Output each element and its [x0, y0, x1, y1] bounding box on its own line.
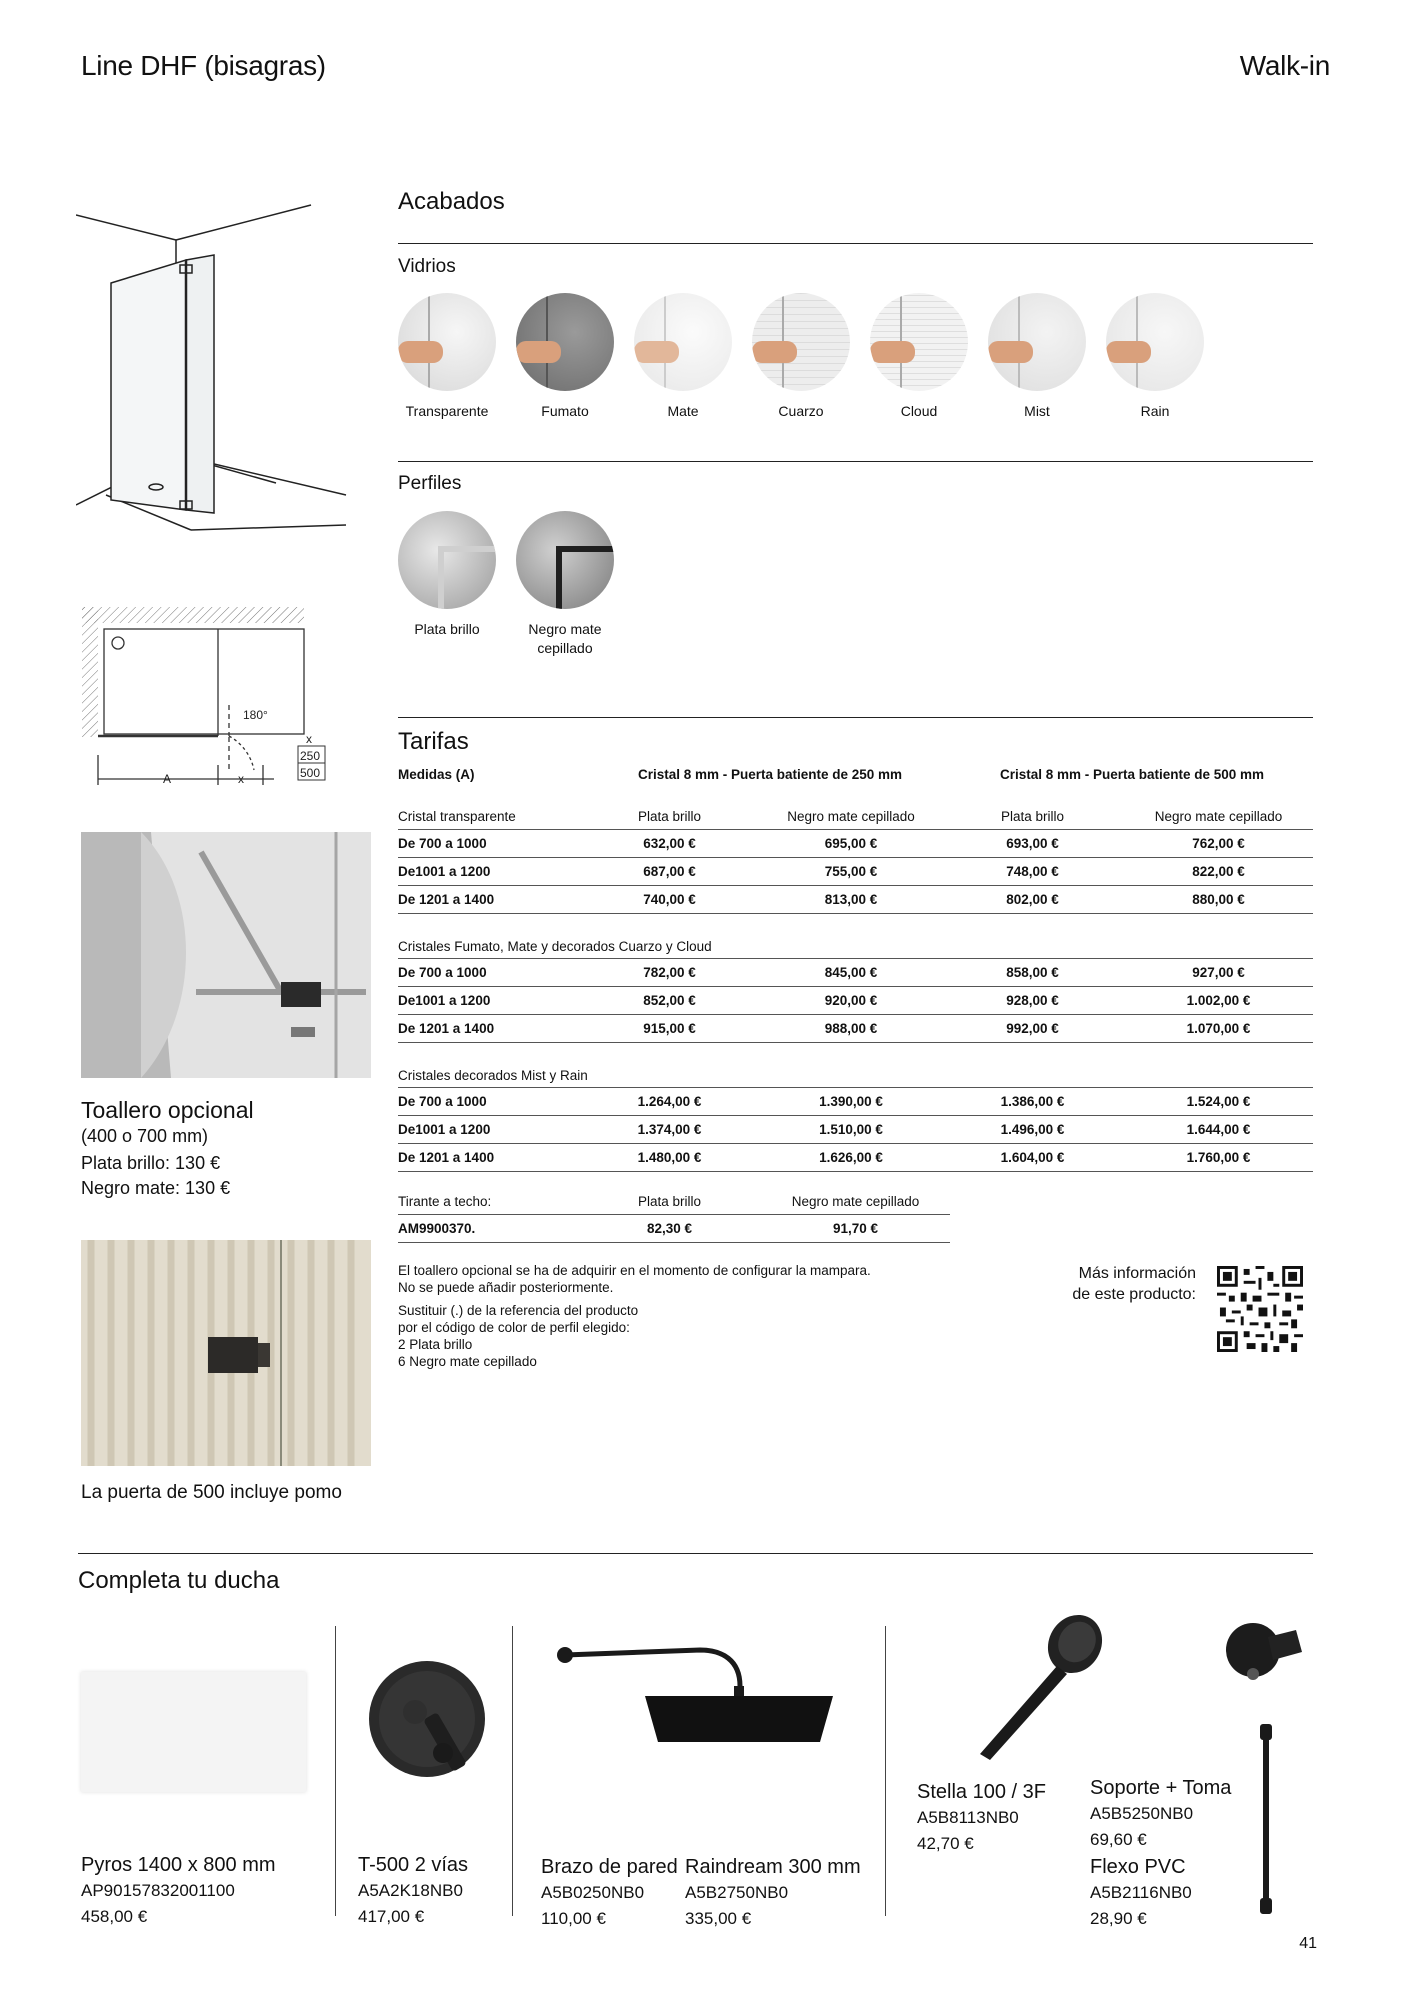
enclosure-perspective-drawing	[76, 195, 356, 535]
cell: 813,00 €	[761, 886, 941, 914]
product-price: 458,00 €	[81, 1907, 148, 1926]
profile-label-plata: Plata brillo	[414, 621, 480, 637]
note-line: El toallero opcional se ha de adquirir en el momento de configurar la mampara.	[398, 1263, 871, 1278]
glass-title: Vidrios	[398, 256, 456, 277]
cell: 992,00 €	[941, 1015, 1124, 1043]
product-name: Raindream 300 mm	[685, 1856, 861, 1878]
product-t500	[358, 1854, 468, 1927]
cell: De1001 a 1200	[398, 987, 578, 1015]
product-raindream	[685, 1856, 861, 1929]
cell: 1.386,00 €	[941, 1088, 1124, 1116]
product-name: Soporte + Toma	[1090, 1777, 1232, 1799]
cell: De1001 a 1200	[398, 858, 578, 886]
cell: 1.524,00 €	[1124, 1088, 1313, 1116]
cell: 845,00 €	[761, 959, 941, 987]
cell: 920,00 €	[761, 987, 941, 1015]
glass-label-cloud: Cloud	[900, 403, 938, 419]
note-line: 2 Plata brillo	[398, 1337, 473, 1352]
divider	[335, 1626, 336, 1916]
qr-code-icon[interactable]	[1217, 1266, 1303, 1352]
glass-label-transparente: Transparente	[405, 403, 489, 419]
cell: 927,00 €	[1124, 959, 1313, 987]
glass-label-rain: Rain	[1140, 403, 1170, 419]
sub-negro: Negro mate cepillado	[761, 1172, 950, 1215]
cell: 928,00 €	[941, 987, 1124, 1015]
table-row	[398, 987, 1313, 1015]
product-price: 417,00 €	[358, 1907, 425, 1926]
glass-label-mate: Mate	[667, 403, 699, 419]
glass-swatch-cuarzo	[752, 293, 850, 391]
product-soporte	[1090, 1777, 1231, 1850]
sub-plata: Plata brillo	[578, 787, 761, 830]
page-number: 41	[1299, 1935, 1317, 1952]
cell: 762,00 €	[1124, 830, 1313, 858]
enclosure-plan-drawing	[78, 605, 338, 790]
profile-swatch-plata-brillo	[398, 511, 496, 609]
glass-label-fumato: Fumato	[541, 403, 589, 419]
x-value-250: 250	[300, 749, 321, 763]
sub-plata: Plata brillo	[941, 787, 1124, 830]
profile-label-negro: Negro mate cepillado	[528, 621, 602, 656]
cell: 915,00 €	[578, 1015, 761, 1043]
cell: 755,00 €	[761, 858, 941, 886]
finishes-title: Acabados	[398, 188, 505, 215]
cell: 1.374,00 €	[578, 1116, 761, 1144]
wall-support-image	[1218, 1612, 1308, 1682]
cell: 748,00 €	[941, 858, 1124, 886]
group-header-500: Cristal 8 mm - Puerta batiente de 500 mm	[999, 767, 1265, 782]
cell: 1.496,00 €	[941, 1116, 1124, 1144]
note-line: 6 Negro mate cepillado	[398, 1354, 537, 1369]
cell: De 1201 a 1400	[398, 886, 578, 914]
section-name: Cristal transparente	[398, 787, 578, 830]
wall-arm-raindream-image	[550, 1630, 840, 1760]
cell: 1.644,00 €	[1124, 1116, 1313, 1144]
more-info-line: de este producto:	[1072, 1286, 1196, 1303]
cell: 988,00 €	[761, 1015, 941, 1043]
cell: 1.760,00 €	[1124, 1144, 1313, 1172]
dim-a-label: A	[163, 772, 172, 786]
more-info-text	[1020, 1263, 1196, 1305]
page-title: Line DHF (bisagras)	[81, 50, 326, 81]
glass-swatch-mist	[988, 293, 1086, 391]
product-name: Pyros 1400 x 800 mm	[81, 1854, 276, 1876]
tirante-ref: AM9900370.	[398, 1215, 578, 1243]
towel-price-negro: Negro mate: 130 €	[81, 1178, 231, 1198]
product-brazo	[541, 1856, 678, 1929]
cell: 782,00 €	[578, 959, 761, 987]
cell: 1.510,00 €	[761, 1116, 941, 1144]
divider	[78, 1553, 1313, 1554]
group-header-250: Cristal 8 mm - Puerta batiente de 250 mm	[637, 767, 903, 782]
door-angle-label: 180°	[243, 708, 268, 722]
cell: 693,00 €	[941, 830, 1124, 858]
hand-shower-image	[965, 1604, 1105, 1764]
cell: 632,00 €	[578, 830, 761, 858]
cell: 687,00 €	[578, 858, 761, 886]
table-row	[398, 1144, 1313, 1172]
glass-label-cuarzo: Cuarzo	[778, 403, 824, 419]
tirante-negro-price: 91,70 €	[761, 1215, 950, 1243]
tirante-label: Tirante a techo:	[398, 1172, 578, 1215]
tirante-table	[398, 1172, 950, 1243]
cell: 740,00 €	[578, 886, 761, 914]
product-ref: A5B2116NB0	[1090, 1883, 1192, 1902]
glass-swatch-cloud	[870, 293, 968, 391]
cell: 880,00 €	[1124, 886, 1313, 914]
measure-header: Medidas (A)	[398, 767, 475, 782]
cell: 1.480,00 €	[578, 1144, 761, 1172]
complete-shower-title: Completa tu ducha	[78, 1567, 280, 1594]
divider	[398, 243, 1313, 244]
cell: 695,00 €	[761, 830, 941, 858]
shower-tray-image	[81, 1672, 306, 1792]
profiles-title: Perfiles	[398, 473, 462, 494]
cell: De 700 a 1000	[398, 1088, 578, 1116]
cell: 1.264,00 €	[578, 1088, 761, 1116]
towel-price-plata: Plata brillo: 130 €	[81, 1153, 221, 1173]
cell: 802,00 €	[941, 886, 1124, 914]
towel-title: Toallero opcional	[81, 1097, 254, 1123]
product-ref: A5B8113NB0	[917, 1808, 1019, 1827]
product-price: 69,60 €	[1090, 1830, 1147, 1849]
sub-negro: Negro mate cepillado	[1124, 787, 1313, 830]
product-price: 335,00 €	[685, 1909, 752, 1928]
product-ref: A5B0250NB0	[541, 1883, 645, 1902]
sub-plata: Plata brillo	[578, 1172, 761, 1215]
section-title: Walk-in	[1239, 50, 1330, 81]
sub-negro: Negro mate cepillado	[761, 787, 941, 830]
cell: De1001 a 1200	[398, 1116, 578, 1144]
cell: 1.604,00 €	[941, 1144, 1124, 1172]
table-row	[398, 1116, 1313, 1144]
door-knob-note: La puerta de 500 incluye pomo	[81, 1482, 342, 1503]
cell: 1.002,00 €	[1124, 987, 1313, 1015]
cell: 1.070,00 €	[1124, 1015, 1313, 1043]
divider	[398, 461, 1313, 462]
product-pyros	[81, 1854, 276, 1927]
product-name: Stella 100 / 3F	[917, 1781, 1046, 1803]
note-line: por el código de color de perfil elegido:	[398, 1320, 630, 1335]
table-row	[398, 858, 1313, 886]
product-stella	[917, 1781, 1046, 1854]
dim-x-label: x	[238, 772, 244, 786]
flexo-hose-image	[1250, 1720, 1280, 1920]
divider	[398, 717, 1313, 718]
x-value-500: 500	[300, 766, 321, 780]
table-row	[398, 1015, 1313, 1043]
glass-swatch-fumato	[516, 293, 614, 391]
glass-swatch-transparente	[398, 293, 496, 391]
glass-label-mist: Mist	[1024, 403, 1050, 419]
table-row	[398, 886, 1313, 914]
glass-swatch-rain	[1106, 293, 1204, 391]
cell: De 1201 a 1400	[398, 1144, 578, 1172]
cell: 852,00 €	[578, 987, 761, 1015]
product-ref: A5A2K18NB0	[358, 1881, 463, 1900]
product-price: 110,00 €	[541, 1909, 606, 1928]
towel-size: (400 o 700 mm)	[81, 1126, 209, 1146]
product-price: 42,70 €	[917, 1834, 974, 1853]
product-ref: A5B2750NB0	[685, 1883, 789, 1902]
divider	[512, 1626, 513, 1916]
section-name: Cristales decorados Mist y Rain	[398, 1043, 1313, 1088]
price-table	[398, 787, 1313, 1172]
door-knob-photo	[81, 1240, 371, 1466]
cell: De 700 a 1000	[398, 959, 578, 987]
towel-rail-photo	[81, 832, 371, 1078]
table-row	[398, 1088, 1313, 1116]
tarifas-title: Tarifas	[398, 728, 469, 755]
cell: De 700 a 1000	[398, 830, 578, 858]
product-name: T-500 2 vías	[358, 1854, 469, 1876]
note-line: No se puede añadir posteriormente.	[398, 1280, 614, 1295]
divider	[885, 1626, 886, 1916]
product-ref: A5B5250NB0	[1090, 1804, 1194, 1823]
cell: 1.390,00 €	[761, 1088, 941, 1116]
cell: 858,00 €	[941, 959, 1124, 987]
product-name: Flexo PVC	[1090, 1856, 1186, 1878]
x-head-label: x	[306, 732, 312, 746]
tirante-plata-price: 82,30 €	[578, 1215, 761, 1243]
profile-swatch-negro-mate	[516, 511, 614, 609]
product-flexo	[1090, 1856, 1192, 1929]
product-price: 28,90 €	[1090, 1909, 1147, 1928]
cell: 822,00 €	[1124, 858, 1313, 886]
cell: De 1201 a 1400	[398, 1015, 578, 1043]
table-row	[398, 1215, 950, 1243]
glass-swatch-mate	[634, 293, 732, 391]
table-row	[398, 959, 1313, 987]
thermostat-mixer-image	[365, 1657, 490, 1787]
more-info-line: Más información	[1078, 1265, 1196, 1282]
table-row	[398, 830, 1313, 858]
notes-block	[398, 1262, 958, 1370]
section-name: Cristales Fumato, Mate y decorados Cuarzo y Cloud	[398, 914, 1313, 959]
product-ref: AP90157832001100	[81, 1881, 235, 1900]
product-name: Brazo de pared	[541, 1856, 678, 1878]
note-line: Sustituir (.) de la referencia del producto	[398, 1303, 639, 1318]
cell: 1.626,00 €	[761, 1144, 941, 1172]
